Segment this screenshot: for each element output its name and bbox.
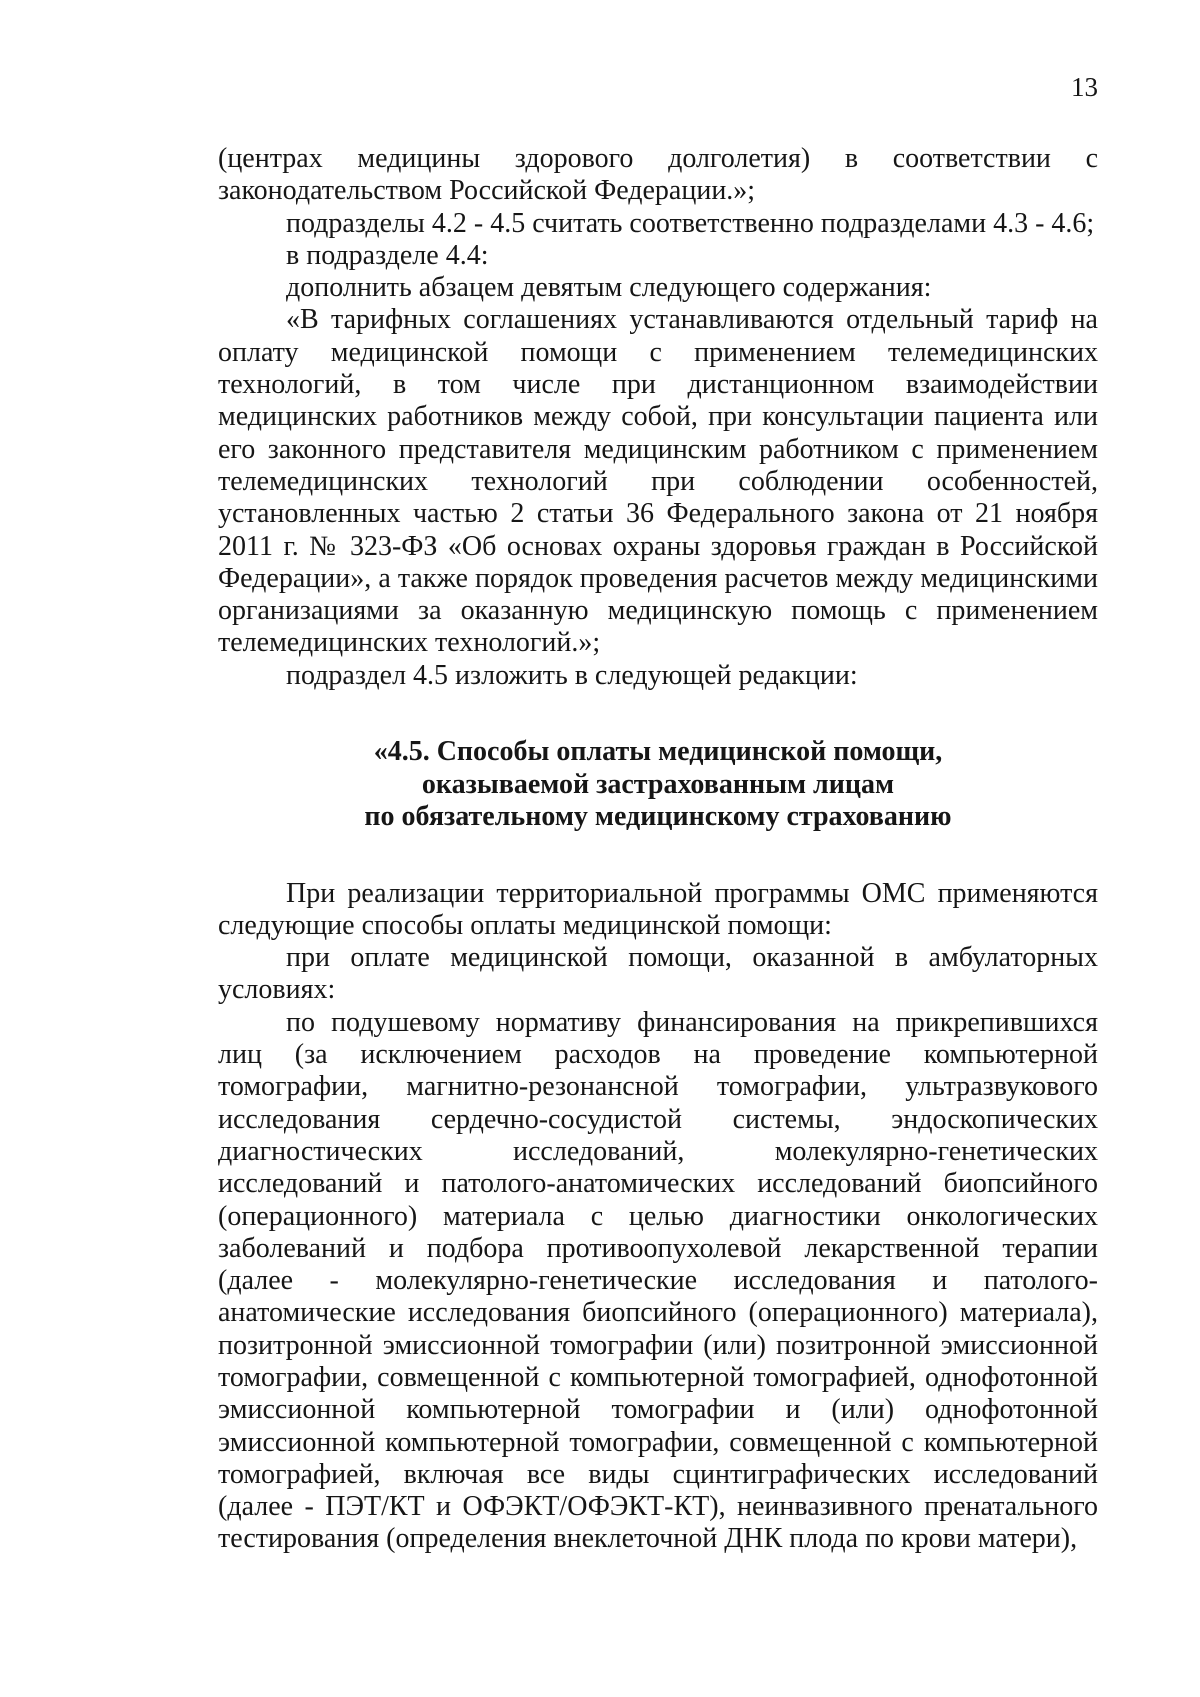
section-heading-line: оказываемой застрахованным лицам xyxy=(421,768,895,800)
paragraph: по подушевому нормативу финансирования на прикрепившихся лиц (за исключением расходов на проведение компьютерной томографии, магнитно-резонансной томографии, ультразвукового исследования сердечно-сосудистой системы, эндоскопических диагностических исследований, молекулярно-генетических исследований и патолого-анатомических исследований биопсийного (операционного) материала с целью диагностики онкологических заболеваний и подбора противоопухолевой лекарственной терапии (далее - молекулярно-генетические исследования и патолого-анатомические исследования биопсийного (операционного) материала), позитронной эмиссионной томографии (или) позитронной эмиссионной томографии, совмещенной с компьютерной томографией, однофотонной эмиссионной компьютерной томографии и (или) однофотонной эмиссионной компьютерной томографии, совмещенной с компьютерной томографией, включая все виды сцинтиграфических исследований (далее - ПЭТ/КТ и ОФЭКТ/ОФЭКТ-КТ), неинвазивного пренатального тестирования (определения внеклеточной ДНК плода по крови матери), xyxy=(218,1006,1098,1555)
paragraph: «В тарифных соглашениях устанавливаются отдельный тариф на оплату медицинской помощи с применением телемедицинских технологий, в том числе при дистанционном взаимодействии медицинских работников между собой, при консультации пациента или его законного представителя медицинским работником с применением телемедицинских технологий при соблюдении особенностей, установленных частью 2 статьи 36 Федерального закона от 21 ноября 2011 г. № 323-ФЗ «Об основах охраны здоровья граждан в Российской Федерации», а также порядок проведения расчетов между медицинскими организациями за оказанную медицинскую помощь с применением телемедицинских технологий.»; xyxy=(218,304,1098,659)
paragraph: При реализации территориальной программы ОМС применяются следующие способы оплаты медицинской помощи: xyxy=(218,877,1098,941)
section-heading xyxy=(218,736,1098,834)
section-heading-line: по обязательному медицинскому страхованию xyxy=(364,801,952,833)
paragraph-group-top xyxy=(218,143,1098,692)
paragraph: подраздел 4.5 изложить в следующей редакции: xyxy=(286,659,858,691)
paragraph: при оплате медицинской помощи, оказанной в амбулаторных условиях: xyxy=(218,942,1098,1006)
document-body xyxy=(218,143,1098,1556)
paragraph: в подразделе 4.4: xyxy=(286,239,489,271)
section-heading-line: «4.5. Способы оплаты медицинской помощи, xyxy=(373,736,943,768)
page-number: 13 xyxy=(1071,72,1098,102)
paragraph: дополнить абзацем девятым следующего содержания: xyxy=(286,272,932,304)
paragraph-group-bottom xyxy=(218,878,1098,1556)
paragraph: (центрах медицины здорового долголетия) в соответствии с законодательством Российской Федерации.»; xyxy=(218,143,1098,207)
paragraph: подразделы 4.2 - 4.5 считать соответственно подразделами 4.3 - 4.6; xyxy=(286,207,1095,239)
